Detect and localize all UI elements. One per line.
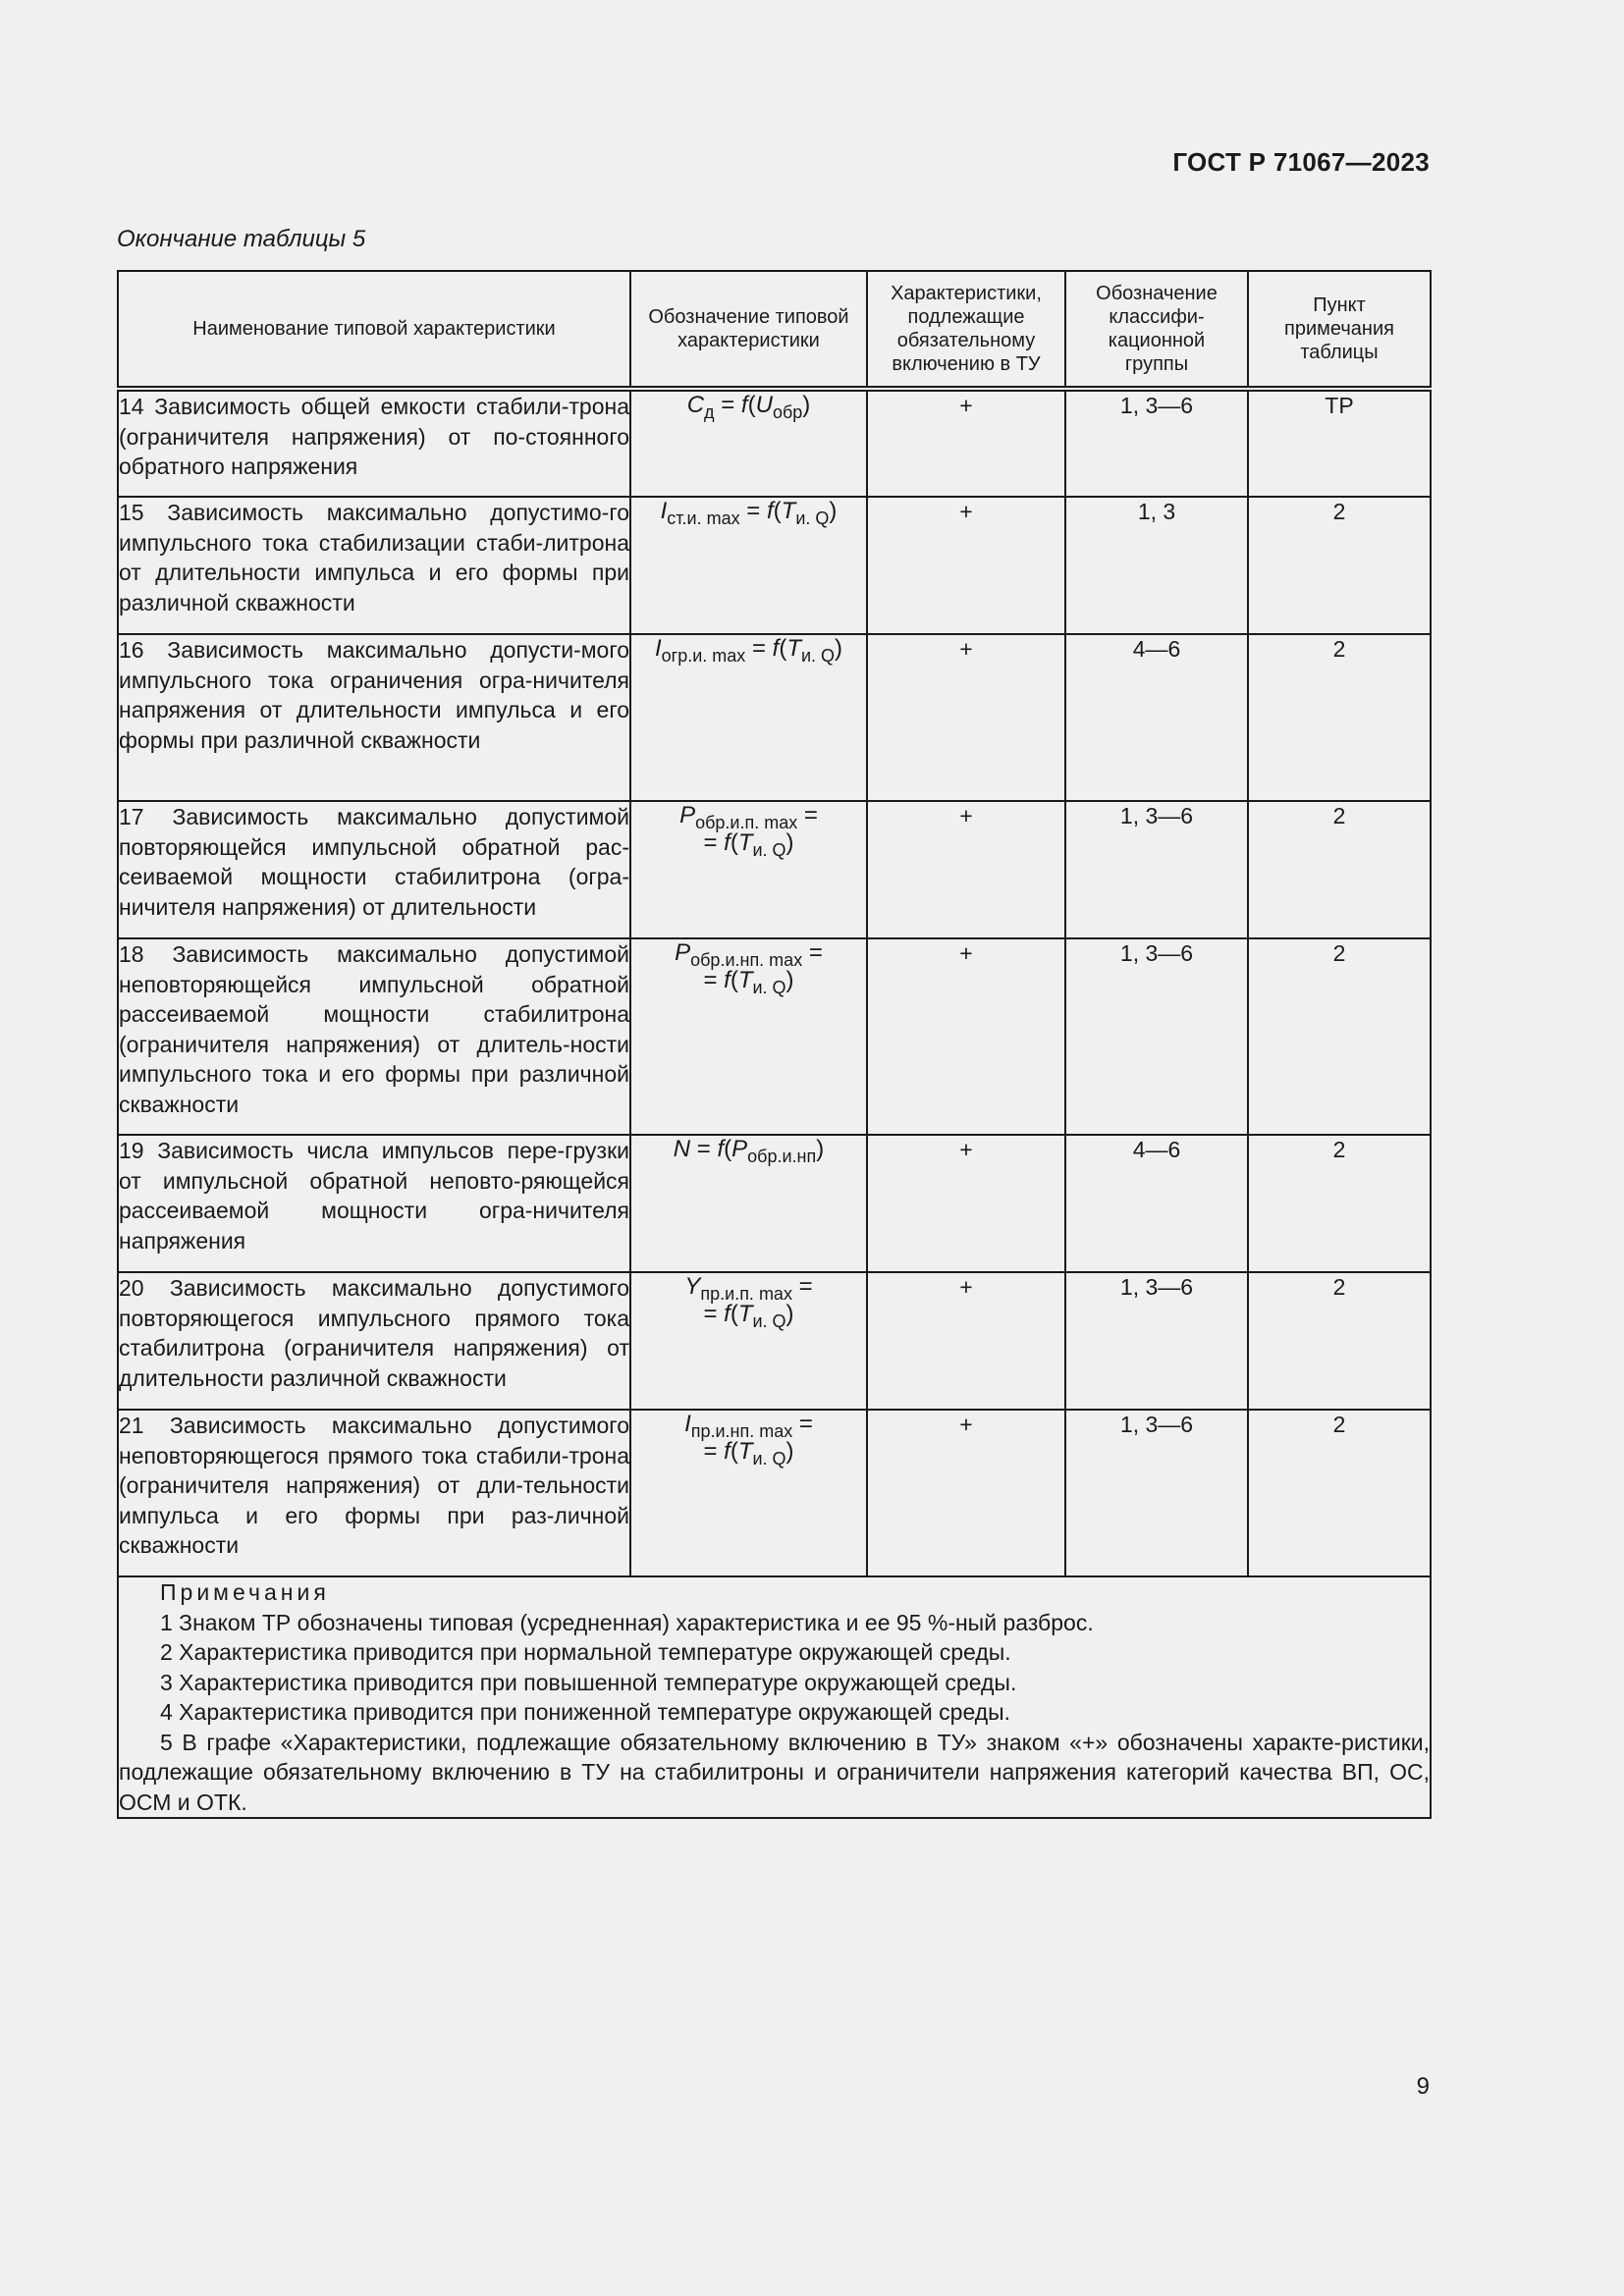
characteristic-name: 17 Зависимость максимально допустимой повторяющейся импульсной обратной рас-сеиваемой мощности стабилитрона (огра-ничителя напряжения) от длительности xyxy=(118,801,630,938)
document-code: ГОСТ Р 71067—2023 xyxy=(1172,147,1430,177)
table-row xyxy=(118,938,1431,1135)
equals: = xyxy=(797,802,818,828)
mandatory-mark: + xyxy=(867,938,1065,1135)
argument: T xyxy=(737,829,753,856)
equals: = xyxy=(745,635,773,662)
symbol: P xyxy=(679,802,696,828)
col-header-mandatory: Характеристики, подлежащие обязательному включению в ТУ xyxy=(867,271,1065,389)
note-reference: 2 xyxy=(1248,1410,1431,1576)
table-row xyxy=(118,389,1431,497)
mandatory-mark: + xyxy=(867,634,1065,801)
argument: T xyxy=(781,498,796,524)
paren-open: ( xyxy=(747,392,756,418)
characteristic-designation xyxy=(630,1272,867,1410)
paren-close: ) xyxy=(829,498,838,524)
equals-continued: = xyxy=(703,1438,725,1465)
table-row xyxy=(118,634,1431,801)
paren-close: ) xyxy=(802,392,811,418)
classification-group: 1, 3—6 xyxy=(1065,1272,1248,1410)
symbol: C xyxy=(686,392,705,418)
col-header-name: Наименование типовой характеристики xyxy=(118,271,630,389)
characteristic-name: 15 Зависимость максимально допустимо-го импульсного тока стабилизации стаби-литрона от длительности импульса и его формы при различной скважности xyxy=(118,497,630,634)
paren-close: ) xyxy=(816,1136,825,1162)
classification-group: 4—6 xyxy=(1065,1135,1248,1272)
paren-open: ( xyxy=(730,1301,738,1327)
classification-group: 4—6 xyxy=(1065,634,1248,801)
classification-group: 1, 3—6 xyxy=(1065,389,1248,497)
mandatory-mark: + xyxy=(867,389,1065,497)
argument-subscript: обр.и.нп xyxy=(747,1147,817,1166)
function-f: f xyxy=(766,498,774,524)
table-row xyxy=(118,801,1431,938)
argument-subscript: и. Q xyxy=(795,508,830,528)
paren-open: ( xyxy=(730,1438,738,1465)
equals: = xyxy=(792,1411,813,1437)
characteristic-designation xyxy=(630,1135,867,1272)
symbol: I xyxy=(684,1411,691,1437)
paren-close: ) xyxy=(785,1301,794,1327)
equals: = xyxy=(739,498,767,524)
notes-title: Примечания xyxy=(160,1579,330,1605)
classification-group: 1, 3—6 xyxy=(1065,801,1248,938)
characteristic-name: 18 Зависимость максимально допустимой неповторяющейся импульсной обратной рассеиваемой мощности стабилитрона (ограничителя напряжения) от длитель-ности импульсного тока и его формы при различной скважности xyxy=(118,938,630,1135)
col-header-note: Пункт примечания таблицы xyxy=(1248,271,1431,389)
paren-open: ( xyxy=(730,829,738,856)
page-number: 9 xyxy=(1416,2073,1430,2100)
notes-cell xyxy=(118,1576,1431,1818)
argument-subscript: и. Q xyxy=(752,978,786,997)
note-item: 4 Характеристика приводится при пониженной температуре окружающей среды. xyxy=(160,1699,1011,1725)
argument: T xyxy=(737,1438,753,1465)
symbol: P xyxy=(675,939,691,966)
characteristic-name: 14 Зависимость общей емкости стабили-трона (ограничителя напряжения) от по-стоянного обратного напряжения xyxy=(118,389,630,497)
paren-open: ( xyxy=(779,635,787,662)
equals: = xyxy=(791,1273,813,1300)
characteristic-designation xyxy=(630,389,867,497)
function-f: f xyxy=(724,967,731,993)
mandatory-mark: + xyxy=(867,1135,1065,1272)
col-header-designation: Обозначение типовой характеристики xyxy=(630,271,867,389)
symbol-subscript: огр.и. max xyxy=(661,646,746,666)
equals-continued: = xyxy=(703,1301,725,1327)
argument-subscript: обр xyxy=(772,402,803,422)
characteristic-designation xyxy=(630,497,867,634)
classification-group: 1, 3—6 xyxy=(1065,1410,1248,1576)
symbol: I xyxy=(654,635,662,662)
symbol-subscript: ст.и. max xyxy=(667,508,740,528)
note-reference: 2 xyxy=(1248,497,1431,634)
paren-close: ) xyxy=(835,635,843,662)
equals-continued: = xyxy=(703,967,725,993)
symbol-subscript: обр.и.п. max xyxy=(695,813,798,832)
symbol-subscript: обр.и.нп. max xyxy=(690,950,803,970)
symbol: I xyxy=(660,498,668,524)
mandatory-mark: + xyxy=(867,1410,1065,1576)
symbol-subscript: пр.и.нп. max xyxy=(690,1421,793,1441)
note-reference: 2 xyxy=(1248,1135,1431,1272)
characteristic-designation xyxy=(630,1410,867,1576)
paren-close: ) xyxy=(785,1438,794,1465)
function-f: f xyxy=(724,829,731,856)
note-reference: ТР xyxy=(1248,389,1431,497)
paren-open: ( xyxy=(724,1136,732,1162)
argument-subscript: и. Q xyxy=(752,1449,786,1468)
characteristic-designation xyxy=(630,801,867,938)
characteristic-name: 19 Зависимость числа импульсов пере-грузки от импульсной обратной неповто-ряющейся рассеиваемой мощности огра-ничителя напряжения xyxy=(118,1135,630,1272)
note-item: 2 Характеристика приводится при нормальной температуре окружающей среды. xyxy=(160,1639,1011,1665)
table-caption: Окончание таблицы 5 xyxy=(117,226,366,252)
argument-subscript: и. Q xyxy=(800,646,836,666)
function-f: f xyxy=(724,1301,731,1327)
symbol: N xyxy=(673,1136,691,1162)
characteristic-name: 21 Зависимость максимально допустимого неповторяющегося прямого тока стабили-трона (ограничителя напряжения) от дли-тельности импульса и его формы при раз-личной скважности xyxy=(118,1410,630,1576)
note-reference: 2 xyxy=(1248,634,1431,801)
classification-group: 1, 3 xyxy=(1065,497,1248,634)
mandatory-mark: + xyxy=(867,801,1065,938)
table-row xyxy=(118,1410,1431,1576)
equals-continued: = xyxy=(703,829,725,856)
table-header-row xyxy=(118,271,1431,389)
table-row xyxy=(118,1135,1431,1272)
paren-open: ( xyxy=(773,498,782,524)
paren-open: ( xyxy=(730,967,738,993)
argument: T xyxy=(786,635,801,662)
paren-close: ) xyxy=(785,967,794,993)
characteristic-designation xyxy=(630,938,867,1135)
argument-subscript: и. Q xyxy=(752,1311,786,1331)
equals: = xyxy=(714,392,741,418)
argument-subscript: и. Q xyxy=(752,840,786,860)
function-f: f xyxy=(740,392,748,418)
symbol: Y xyxy=(684,1273,701,1300)
note-reference: 2 xyxy=(1248,938,1431,1135)
table-row xyxy=(118,497,1431,634)
notes-row xyxy=(118,1576,1431,1818)
mandatory-mark: + xyxy=(867,1272,1065,1410)
function-f: f xyxy=(724,1438,731,1465)
note-item: 5 В графе «Характеристики, подлежащие обязательному включению в ТУ» знаком «+» обозначены характе-ристики, подлежащие обязательному включению в ТУ на стабилитроны и ограничители напряжения категорий качества ВП, ОС, ОСМ и ОТК. xyxy=(119,1729,1430,1815)
equals: = xyxy=(690,1136,718,1162)
note-reference: 2 xyxy=(1248,801,1431,938)
function-f: f xyxy=(772,635,780,662)
note-item: 1 Знаком ТР обозначены типовая (усредненная) характеристика и ее 95 %-ный разброс. xyxy=(160,1609,1094,1635)
argument: P xyxy=(731,1136,748,1162)
symbol-subscript: пр.и.п. max xyxy=(700,1284,792,1304)
characteristic-name: 20 Зависимость максимально допустимого повторяющегося импульсного прямого тока стабилитрона (ограничителя напряжения) от длительности различной скважности xyxy=(118,1272,630,1410)
note-reference: 2 xyxy=(1248,1272,1431,1410)
characteristic-designation xyxy=(630,634,867,801)
mandatory-mark: + xyxy=(867,497,1065,634)
table-row xyxy=(118,1272,1431,1410)
paren-close: ) xyxy=(785,829,794,856)
function-f: f xyxy=(717,1136,725,1162)
characteristics-table xyxy=(117,270,1432,1819)
argument: T xyxy=(737,1301,753,1327)
note-item: 3 Характеристика приводится при повышенной температуре окружающей среды. xyxy=(160,1669,1017,1695)
argument: T xyxy=(737,967,753,993)
characteristic-name: 16 Зависимость максимально допусти-мого импульсного тока ограничения огра-ничителя напряжения от длительности импульса и его формы при различной скважности xyxy=(118,634,630,801)
classification-group: 1, 3—6 xyxy=(1065,938,1248,1135)
symbol-subscript: д xyxy=(704,402,715,422)
equals: = xyxy=(802,939,823,966)
argument: U xyxy=(755,392,773,418)
col-header-group: Обозначение классифи-кационной группы xyxy=(1065,271,1248,389)
